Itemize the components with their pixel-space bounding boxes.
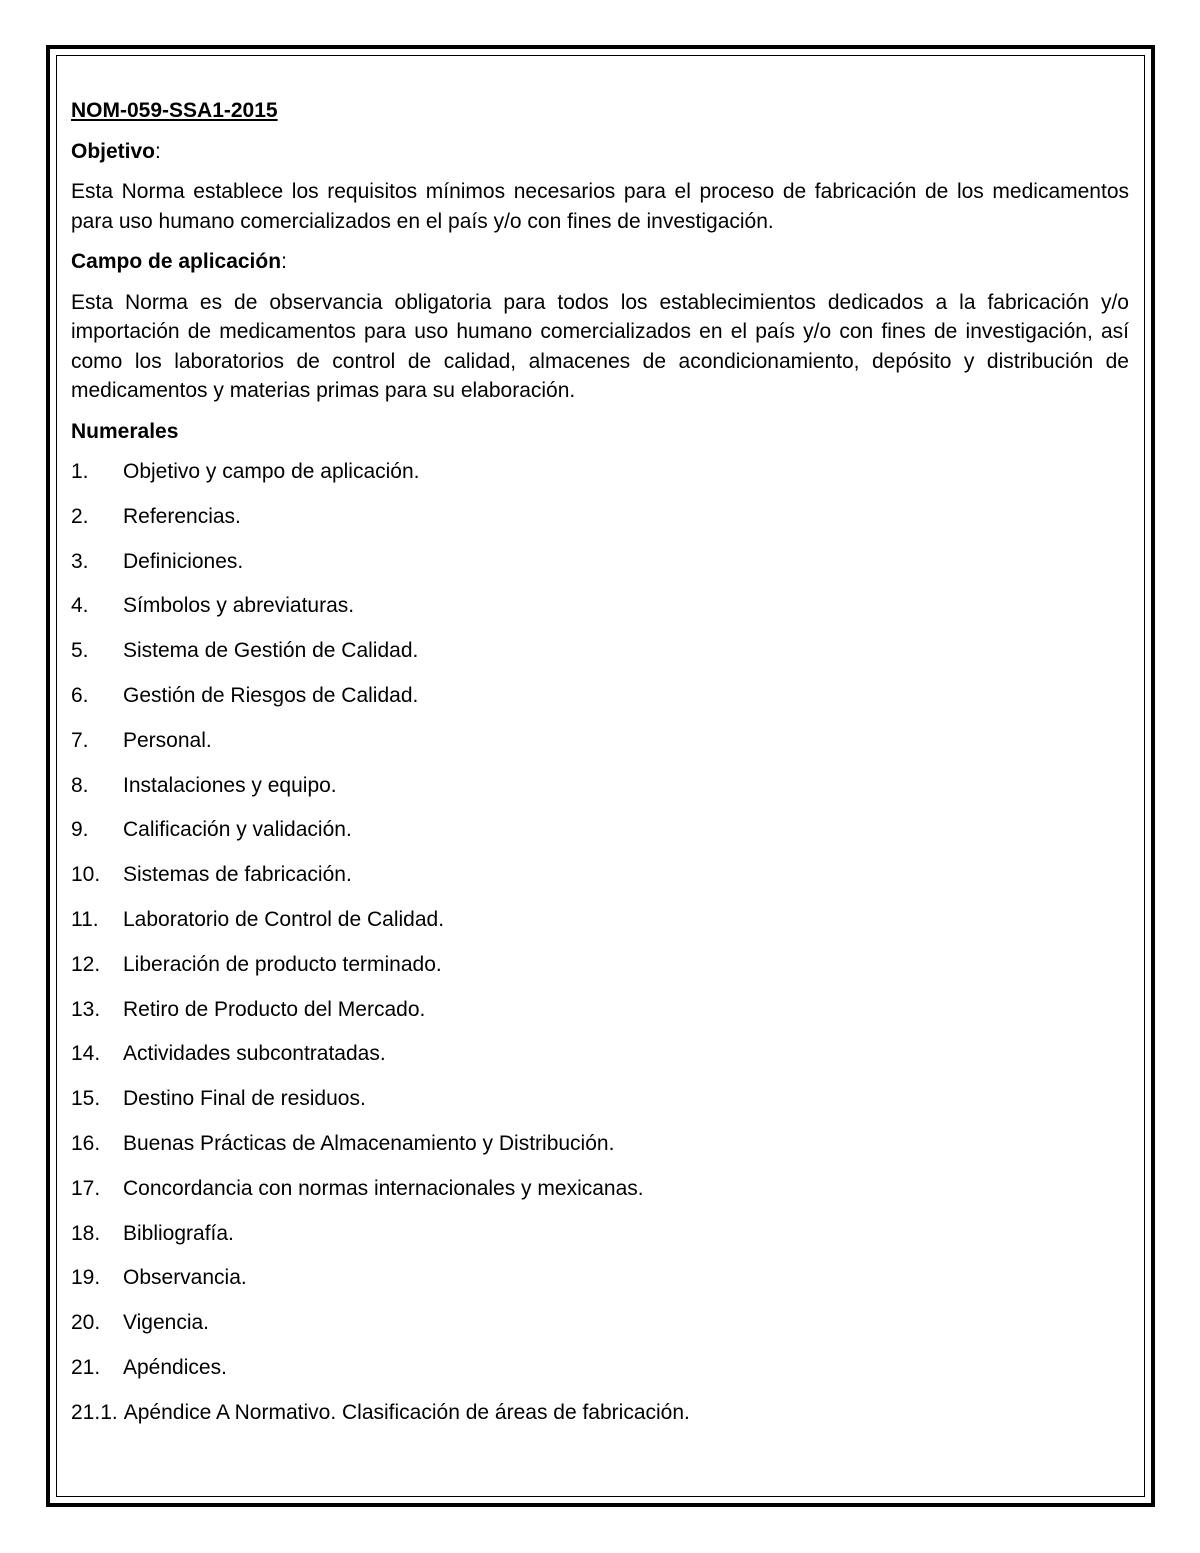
- numeral-text: Liberación de producto terminado.: [123, 952, 442, 976]
- numeral-text: Retiro de Producto del Mercado.: [123, 997, 426, 1021]
- numeral-text: Apéndices.: [123, 1355, 227, 1379]
- campo-paragraph: Esta Norma es de observancia obligatoria para todos los establecimientos dedicados a la fabricación y/o importación de medicamentos para uso humano comercializados en el país y/o con fines de investigación, así como los laboratorios de control de calidad, almacenes de acondicionamiento, depósito y distribución de medicamentos y materias primas para su elaboración.: [71, 290, 1129, 402]
- numeral-text: Destino Final de residuos.: [123, 1087, 366, 1111]
- numeral-number: 18.: [71, 1221, 101, 1245]
- numeral-number: 10.: [71, 863, 101, 887]
- numeral-item: [71, 905, 1129, 935]
- numeral-number: 6.: [71, 683, 89, 707]
- numeral-item: [71, 860, 1129, 890]
- numeral-number: 19.: [71, 1266, 101, 1290]
- numeral-item: [71, 1398, 1129, 1428]
- numeral-number: 17.: [71, 1176, 101, 1200]
- numeral-item: [71, 950, 1129, 980]
- numeral-text: Laboratorio de Control de Calidad.: [123, 907, 445, 931]
- numeral-number: 20.: [71, 1311, 101, 1335]
- numeral-text: Referencias.: [123, 504, 241, 528]
- numeral-number: 21.: [71, 1355, 101, 1379]
- numeral-item: [71, 1263, 1129, 1293]
- numeral-text: Actividades subcontratadas.: [123, 1042, 386, 1066]
- numeral-item: [71, 1353, 1129, 1383]
- numeral-item: [71, 1308, 1129, 1338]
- objetivo-paragraph: Esta Norma establece los requisitos mínimos necesarios para el proceso de fabricación de los medicamentos para uso humano comercializados en el país y/o con fines de investigación.: [71, 180, 1129, 233]
- objetivo-heading-colon: :: [155, 139, 161, 163]
- numeral-item: [71, 1084, 1129, 1114]
- numeral-text: Instalaciones y equipo.: [123, 773, 337, 797]
- numeral-item: [71, 591, 1129, 621]
- numeral-number: 15.: [71, 1087, 101, 1111]
- numeral-number: 8.: [71, 773, 89, 797]
- numeral-number: 4.: [71, 594, 89, 618]
- numeral-text: Concordancia con normas internacionales y mexicanas.: [123, 1176, 644, 1200]
- numeral-text: Definiciones.: [123, 549, 244, 573]
- numeral-item: [71, 681, 1129, 711]
- numeral-item: [71, 815, 1129, 845]
- numeral-text: Personal.: [123, 728, 212, 752]
- norm-code-title: NOM-059-SSA1-2015: [71, 99, 278, 122]
- campo-heading-text: Campo de aplicación: [71, 250, 282, 273]
- numeral-item: [71, 995, 1129, 1025]
- objetivo-heading-text: Objetivo: [71, 139, 156, 163]
- numerales-heading: Numerales: [71, 419, 179, 443]
- numeral-text: Sistema de Gestión de Calidad.: [123, 639, 419, 663]
- numeral-text: Observancia.: [123, 1266, 247, 1290]
- numeral-number: 13.: [71, 997, 101, 1021]
- numeral-number: 16.: [71, 1131, 101, 1155]
- numeral-number: 2.: [71, 504, 89, 528]
- objetivo-heading: [71, 137, 1129, 167]
- numeral-item: [71, 771, 1129, 801]
- numeral-text: Calificación y validación.: [123, 818, 352, 842]
- numeral-item: [71, 547, 1129, 577]
- campo-heading-colon: :: [281, 250, 287, 273]
- numeral-item: [71, 1174, 1129, 1204]
- numeral-number: 12.: [71, 952, 101, 976]
- numeral-number: 11.: [71, 907, 99, 931]
- numeral-number: 14.: [71, 1042, 101, 1066]
- numeral-text: Buenas Prácticas de Almacenamiento y Distribución.: [123, 1131, 615, 1155]
- numeral-text: Sistemas de fabricación.: [123, 863, 352, 887]
- numeral-number: 7.: [71, 728, 89, 752]
- numeral-text: Bibliografía.: [123, 1221, 234, 1245]
- numeral-item: [71, 1039, 1129, 1069]
- numeral-text: Apéndice A Normativo. Clasificación de áreas de fabricación.: [123, 1400, 690, 1424]
- numeral-number: 3.: [71, 549, 89, 573]
- document-body: [71, 96, 1129, 1443]
- numeral-text: Objetivo y campo de aplicación.: [123, 460, 420, 483]
- numeral-text: Símbolos y abreviaturas.: [123, 594, 355, 618]
- numeral-number: 5.: [71, 639, 89, 663]
- numeral-item: [71, 457, 1129, 487]
- numeral-item: [71, 636, 1129, 666]
- numeral-item: [71, 726, 1129, 756]
- numeral-text: Vigencia.: [123, 1311, 210, 1335]
- campo-heading: [71, 247, 1129, 277]
- numeral-item: [71, 1219, 1129, 1249]
- numeral-number: 21.1.: [71, 1400, 118, 1424]
- numeral-text: Gestión de Riesgos de Calidad.: [123, 683, 419, 707]
- numeral-item: [71, 502, 1129, 532]
- numeral-item: [71, 1129, 1129, 1159]
- numeral-number: 1.: [71, 460, 89, 483]
- numerales-list: [71, 457, 1129, 1427]
- numeral-number: 9.: [71, 818, 89, 842]
